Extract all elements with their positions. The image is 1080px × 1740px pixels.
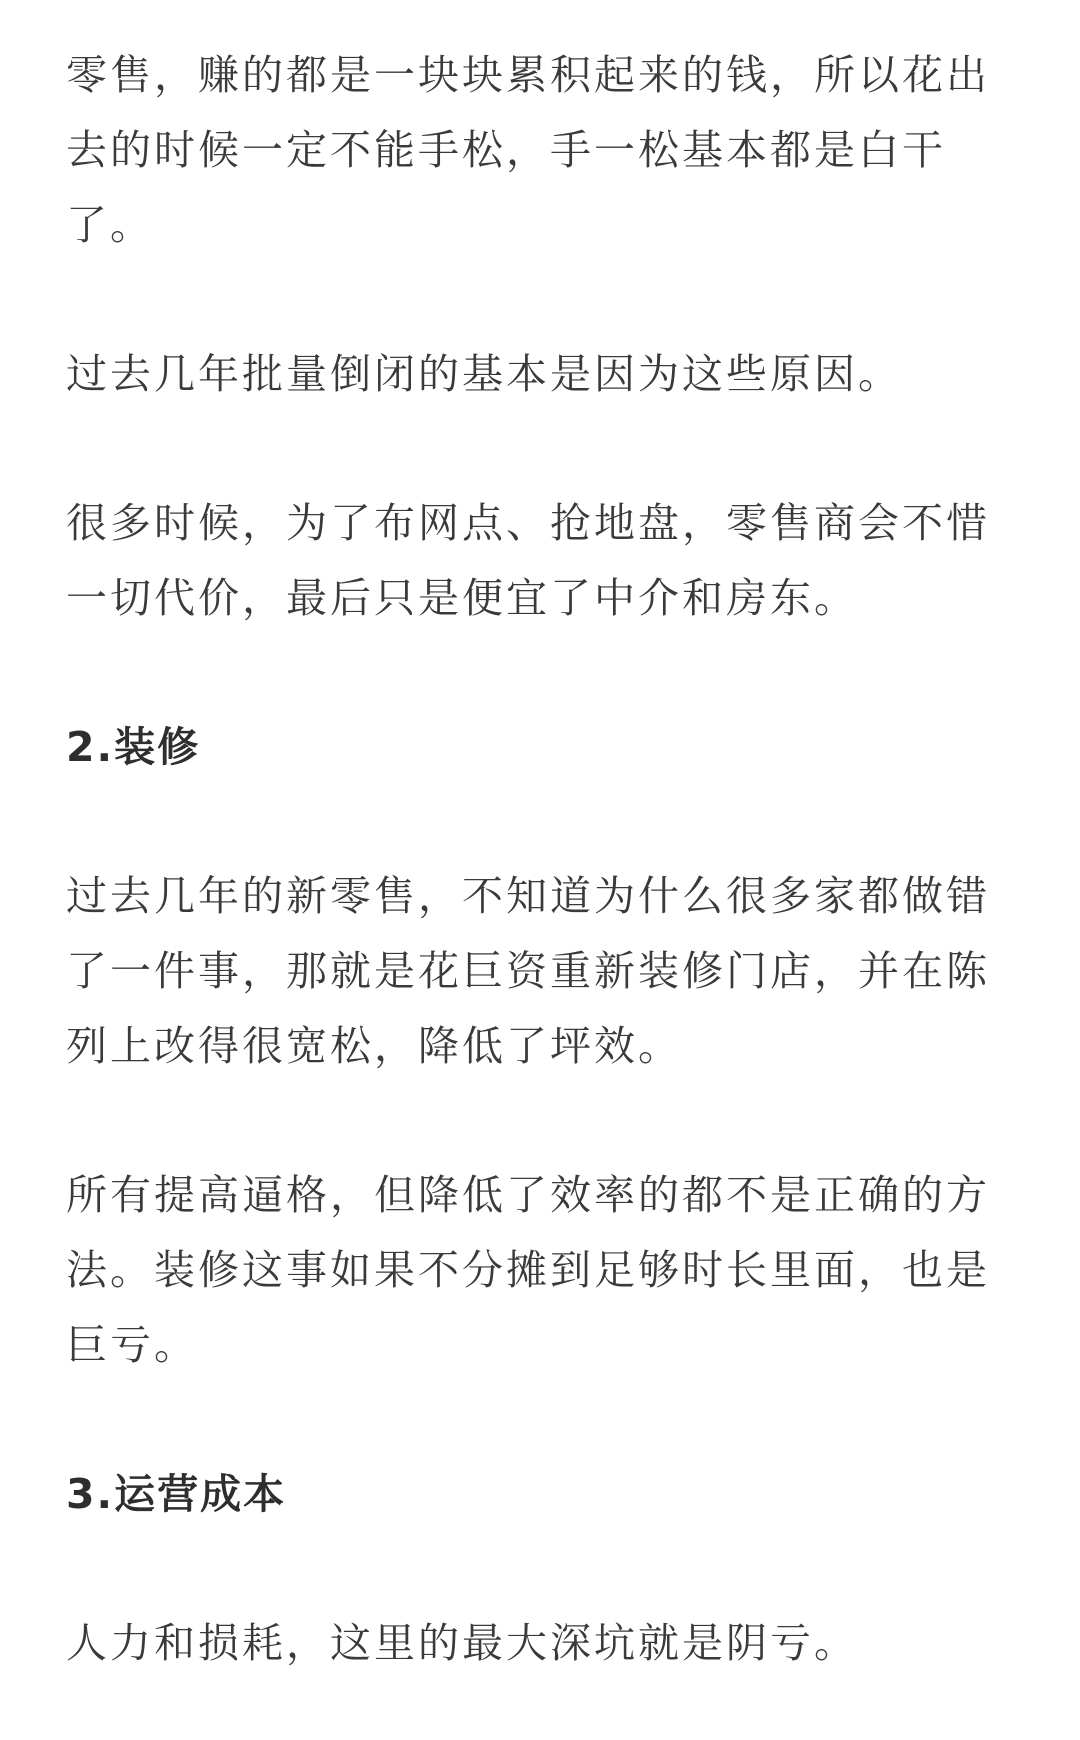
paragraph-renovation-mistake: 过去几年的新零售，不知道为什么很多家都做错了一件事，那就是花巨资重新装修门店，并在陈列上改得很宽松，降低了坪效。 [66,872,990,1070]
paragraph-gap [66,263,1026,337]
paragraph-gap [66,1532,1026,1606]
section-heading-decoration: 2.装修 [66,723,201,771]
paragraph-hidden-loss: 人力和损耗，这里的最大深坑就是阴亏。 [66,1619,858,1667]
paragraph-gap [66,1383,1026,1457]
paragraph-gap [66,785,1026,859]
paragraph-bankruptcy-reason: 过去几年批量倒闭的基本是因为这些原因。 [66,350,902,398]
paragraph-network-expansion: 很多时候，为了布网点、抢地盘，零售商会不惜一切代价，最后只是便宜了中介和房东。 [66,499,990,622]
paragraph-retail-money: 零售，赚的都是一块块累积起来的钱，所以花出去的时候一定不能手松，手一松基本都是白干了。 [66,51,990,249]
paragraph-gap [66,636,1026,710]
paragraph-efficiency: 所有提高逼格，但降低了效率的都不是正确的方法。装修这事如果不分摊到足够时长里面，也是巨亏。 [66,1171,990,1369]
article-body [66,38,1026,1681]
paragraph-gap [66,412,1026,486]
section-heading-operating-cost: 3.运营成本 [66,1470,287,1518]
paragraph-gap [66,1084,1026,1158]
